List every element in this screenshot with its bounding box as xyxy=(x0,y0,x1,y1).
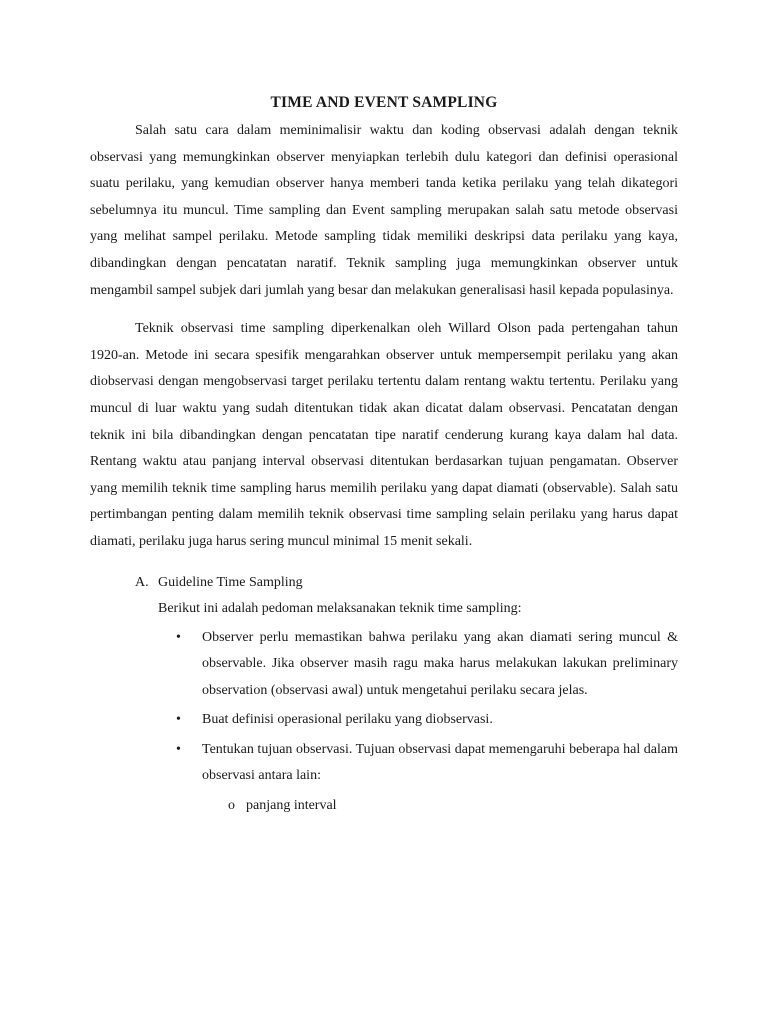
paragraph-olson: Teknik observasi time sampling diperkenalkan oleh Willard Olson pada pertengahan tahun 1920-an. Metode ini secara spesifik mengarahkan observer untuk mempersempit perilaku yang akan diobservasi dengan mengobservasi target perilaku tertentu dalam rentang waktu tertentu. Perilaku yang muncul di luar waktu yang sudah ditentukan tidak akan dicatat dalam observasi. Pencatatan dengan teknik ini bila dibandingkan dengan pencatatan tipe naratif cenderung kurang kaya dalam hal data. Rentang waktu atau panjang interval observasi ditentukan berdasarkan tujuan pengamatan. Observer yang memilih teknik time sampling harus memilih perilaku yang dapat diamati (observable). Salah satu pertimbangan penting dalam memilih teknik observasi time sampling selain perilaku yang harus dapat diamati, perilaku juga harus sering muncul minimal 15 menit sekali. xyxy=(90,321,678,549)
bullet-icon: • xyxy=(176,741,181,757)
section-guideline xyxy=(90,570,678,820)
list-item xyxy=(228,793,678,819)
document-title: TIME AND EVENT SAMPLING xyxy=(270,94,498,111)
list-item xyxy=(176,625,678,705)
section-heading xyxy=(135,570,678,596)
list-item xyxy=(176,707,678,734)
subbullet-list xyxy=(90,793,678,819)
subbullet-text: panjang interval xyxy=(246,798,337,814)
section-letter: A. xyxy=(135,574,149,590)
bullet-text: Tentukan tujuan observasi. Tujuan observasi dapat memengaruhi beberapa hal dalam observasi antara lain: xyxy=(202,741,678,784)
section-heading-text: Guideline Time Sampling xyxy=(158,574,303,590)
paragraph-intro: Salah satu cara dalam meminimalisir waktu dan koding observasi adalah dengan teknik observasi yang memungkinkan observer menyiapkan terlebih dulu kategori dan definisi operasional suatu perilaku, yang kemudian observer hanya memberi tanda ketika perilaku yang telah dikategori sebelumnya itu muncul. Time sampling dan Event sampling merupakan salah satu metode observasi yang melihat sampel perilaku. Metode sampling tidak memiliki deskripsi data perilaku yang kaya, dibandingkan dengan pencatatan naratif. Teknik sampling juga memungkinkan observer untuk mengambil sampel subjek dari jumlah yang besar dan melakukan generalisasi hasil kepada populasinya. xyxy=(90,123,678,298)
bullet-text: Observer perlu memastikan bahwa perilaku yang akan diamati sering muncul & observable. Jika observer masih ragu maka harus melakukan lakukan preliminary observation (observasi awal) untuk mengetahui perilaku secara jelas. xyxy=(202,629,678,698)
bullet-text: Buat definisi operasional perilaku yang diobservasi. xyxy=(202,712,493,728)
circle-bullet-icon: o xyxy=(228,798,235,814)
bullet-icon: • xyxy=(176,629,181,645)
document-body xyxy=(90,92,678,819)
bullet-list xyxy=(90,625,678,791)
bullet-icon: • xyxy=(176,712,181,728)
section-intro: Berikut ini adalah pedoman melaksanakan teknik time sampling: xyxy=(158,600,522,616)
list-item xyxy=(176,737,678,790)
